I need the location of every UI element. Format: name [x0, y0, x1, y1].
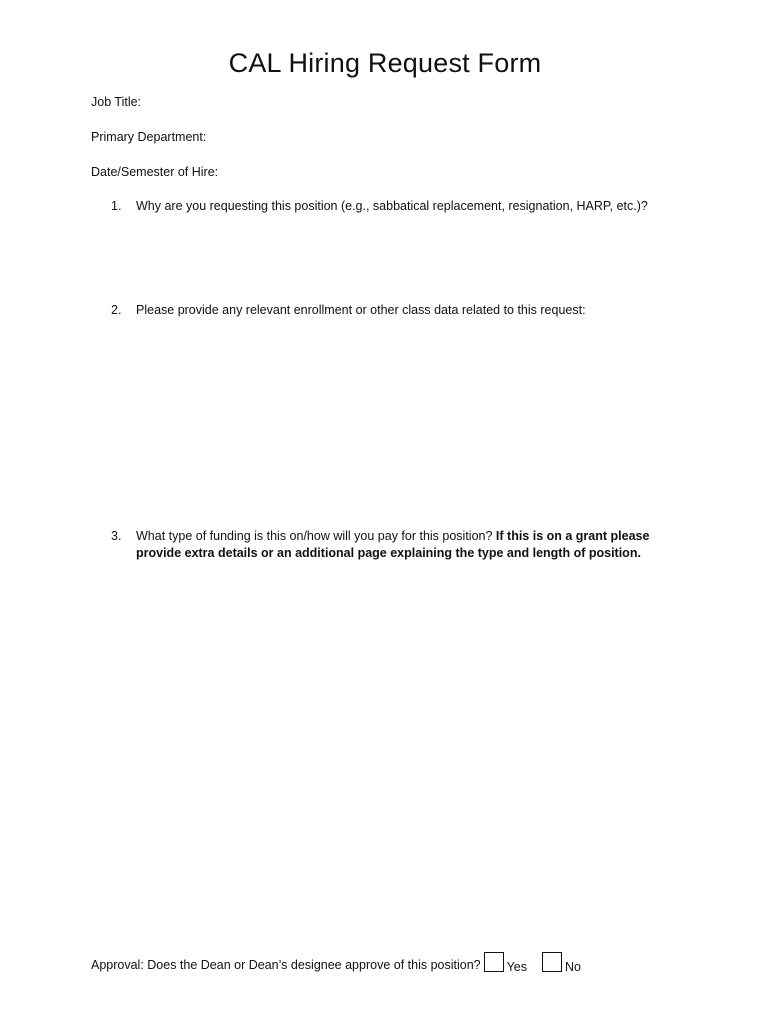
- question-2: [111, 302, 671, 319]
- question-number: 1.: [111, 199, 122, 213]
- question-text: Please provide any relevant enrollment or other class data related to this request:: [136, 303, 586, 317]
- question-bold-text: If this is on a grant please provide extra details or an additional page explaining the type and length of position.: [136, 529, 650, 560]
- question-1: [111, 198, 671, 215]
- no-checkbox[interactable]: [542, 952, 562, 972]
- question-text-wrapper: [136, 528, 671, 562]
- question-number: 2.: [111, 303, 122, 317]
- yes-checkbox[interactable]: [484, 952, 504, 972]
- page-title: CAL Hiring Request Form: [228, 48, 542, 78]
- no-label: No: [565, 960, 581, 974]
- question-text: What type of funding is this on/how will you pay for this position?: [136, 529, 496, 543]
- question-number: 3.: [111, 529, 122, 543]
- date-semester-label: Date/Semester of Hire:: [91, 165, 219, 179]
- job-title-label: Job Title:: [91, 95, 142, 109]
- question-3: [111, 528, 671, 562]
- approval-row: [91, 952, 581, 972]
- question-text: Why are you requesting this position (e.g., sabbatical replacement, resignation, HARP, etc.)?: [136, 199, 648, 213]
- primary-department-label: Primary Department:: [91, 130, 207, 144]
- yes-label: Yes: [506, 960, 528, 974]
- approval-question: Approval: Does the Dean or Dean’s designee approve of this position?: [91, 958, 481, 972]
